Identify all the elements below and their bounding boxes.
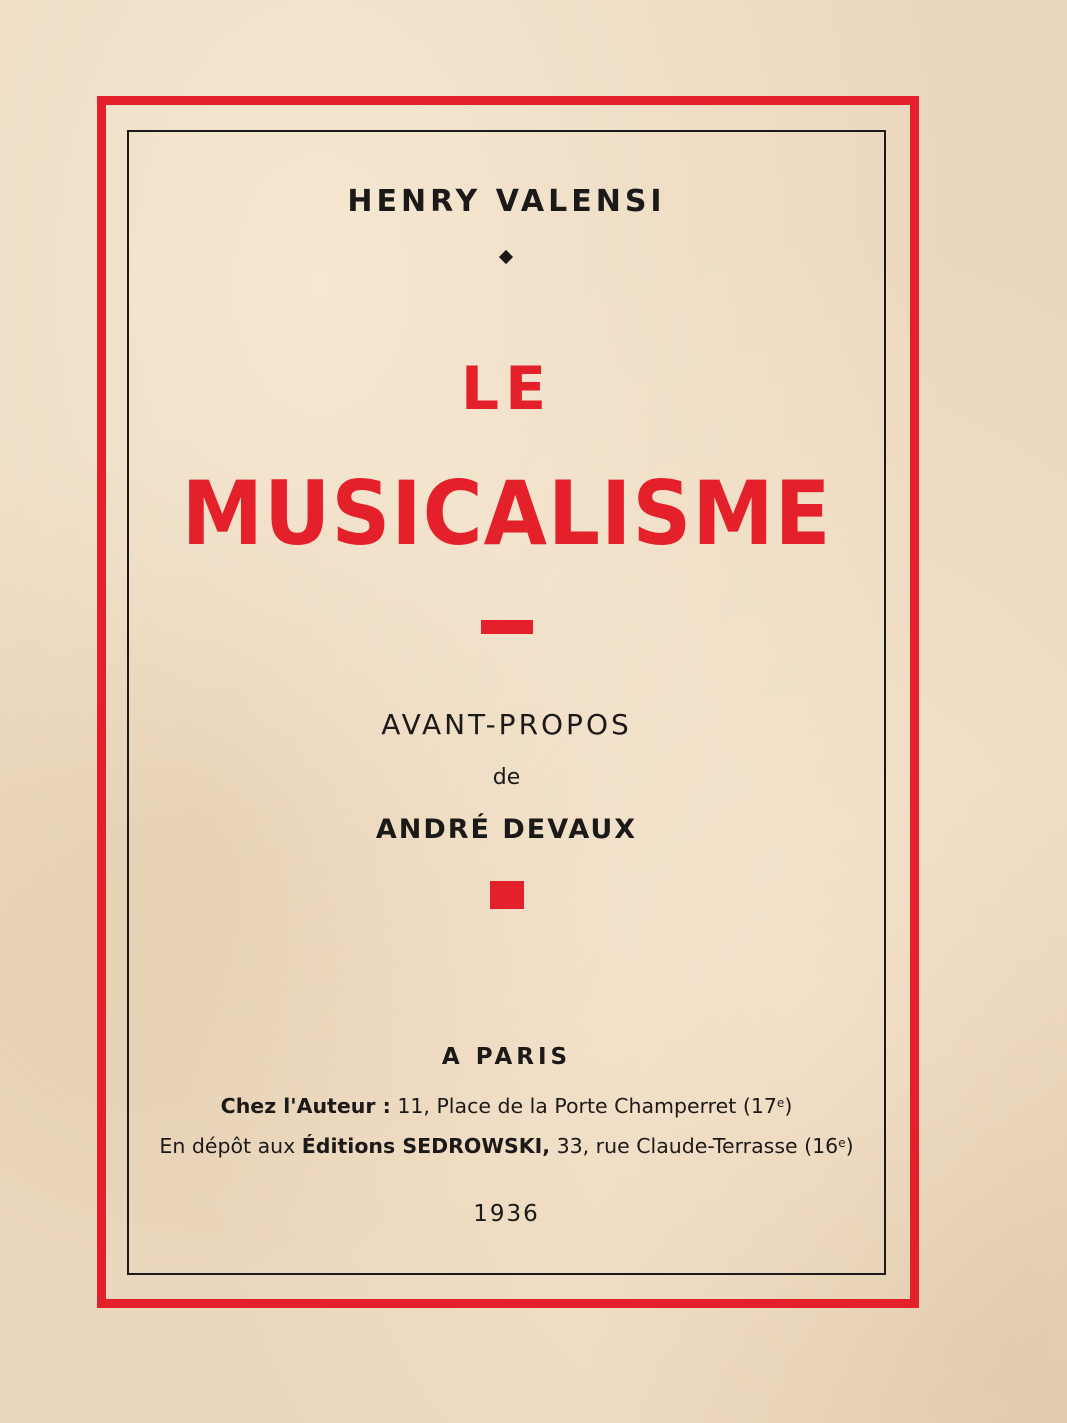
publisher-close: ) <box>845 1134 854 1158</box>
red-square-ornament <box>490 881 524 909</box>
author-address <box>127 1094 886 1118</box>
publisher-superscript: e <box>838 1136 846 1150</box>
publication-city: A PARIS <box>441 1044 572 1070</box>
address-text: 11, Place de la Porte Champerret (17 <box>397 1094 777 1118</box>
publisher-name: Éditions SEDROWSKI, <box>301 1134 551 1158</box>
publisher-address <box>127 1134 886 1158</box>
address-close: ) <box>784 1094 793 1118</box>
title-line-2: MUSICALISME <box>181 462 832 565</box>
foreword-connector: de <box>492 765 521 790</box>
address-label: Chez l'Auteur : <box>220 1094 391 1118</box>
publisher-text: 33, rue Claude-Terrasse (16 <box>556 1134 839 1158</box>
foreword-label: AVANT-PROPOS <box>381 708 632 741</box>
publisher-prefix: En dépôt aux <box>159 1134 296 1158</box>
publication-year: 1936 <box>473 1201 540 1227</box>
address-superscript: e <box>776 1096 785 1110</box>
foreword-author: ANDRÉ DEVAUX <box>375 814 638 845</box>
author-name: HENRY VALENSI <box>347 184 666 219</box>
title-line-1: LE <box>460 354 553 424</box>
red-bar-ornament <box>481 620 533 634</box>
